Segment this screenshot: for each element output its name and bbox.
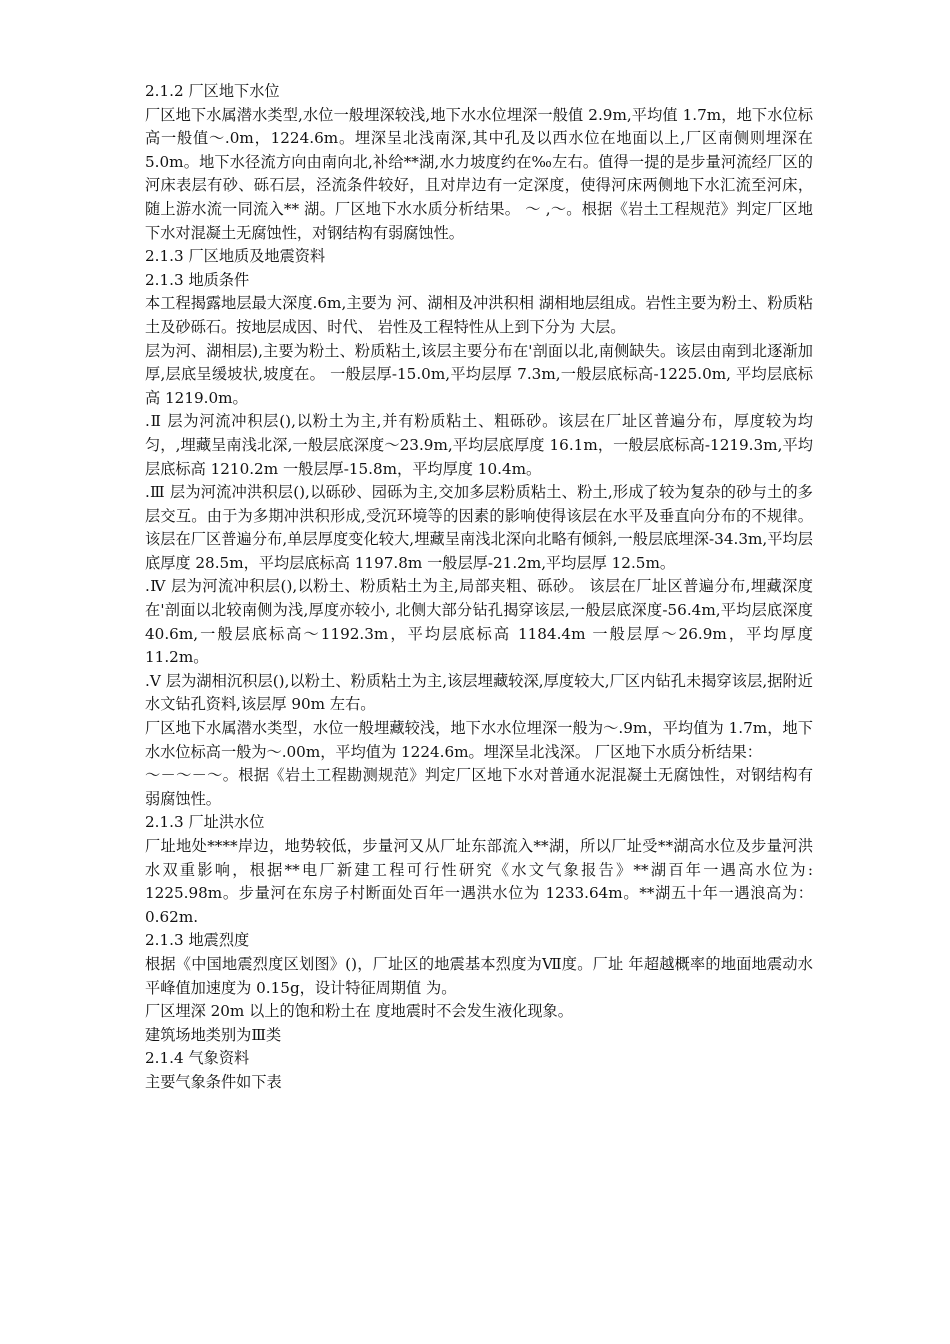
- paragraph-corrosion: ～－～－～。根据《岩土工程勘测规范》判定厂区地下水对普通水泥混凝土无腐蚀性，对钢结构有弱腐蚀性。: [145, 766, 813, 808]
- paragraph-meteorology-intro: 主要气象条件如下表: [145, 1072, 282, 1091]
- section-heading-groundwater: 2.1.2 厂区地下水位: [145, 82, 280, 100]
- paragraph-layer-3: .Ⅲ 层为河流冲洪积层(),以砾砂、园砾为主,交加多层粉质粘土、粉土,形成了较为复杂的砂与土的多层交互。由于为多期冲洪积形成,受沉环境等的因素的影响使得该层在水平及垂直向分布的不规律。该层在厂区普遍分布,单层厚度变化较大,埋藏呈南浅北深向北略有倾斜,一般层底埋深-34.3m,平均层底厚度 28.5m，平均层底标高 1197.8m 一般层厚-21.2m,平均层厚 12.5m。: [145, 483, 813, 572]
- paragraph-flood-level: 厂址地处****岸边，地势较低，步量河又从厂址东部流入**湖，所以厂址受**湖高水位及步量河洪水双重影响，根据**电厂新建工程可行性研究《水文气象报告》**湖百年一遇高水位为: 1225.98m。步量河在东房子村断面处百年一遇洪水位为 1233.64m。**湖五十年一遇浪高为：0.62m.: [145, 837, 813, 926]
- paragraph-layer-4: .Ⅳ 层为河流冲积层(),以粉土、粉质粘土为主,局部夹粗、砾砂。 该层在厂址区普遍分布,埋藏深度在'剖面以北较南侧为浅,厚度亦较小, 北侧大部分钻孔揭穿该层,一般层底深度-56.4m,平均层底深度 40.6m,一般层底标高～1192.3m，平均层底标高 1184.4m 一般层厚～26.9m，平均厚度 11.2m。: [145, 577, 813, 667]
- paragraph-strata-overview: 本工程揭露地层最大深度.6m,主要为 河、湖相及冲洪积相 湖相地层组成。岩性主要为粉土、粉质粘土及砂砾石。按地层成因、时代、 岩性及工程特性从上到下分为 大层。: [145, 294, 813, 336]
- paragraph-liquefaction: 厂区埋深 20m 以上的饱和粉土在 度地震时不会发生液化现象。: [145, 1002, 573, 1021]
- section-heading-seismic-intensity: 2.1.3 地震烈度: [145, 931, 250, 950]
- paragraph-groundwater-type: 厂区地下水属潜水类型，水位一般埋藏较浅，地下水水位埋深一般为～.9m，平均值为 1.7m，地下水水位标高一般为～.00m，平均值为 1224.6m。埋深呈北浅深。 厂区地下水质分析结果：: [145, 719, 813, 761]
- document-page: [145, 80, 813, 1095]
- paragraph-layer-5: .Ⅴ 层为湖相沉积层(),以粉土、粉质粘土为主,该层埋藏较深,厚度较大,厂区内钻孔未揭穿该层,据附近水文钻孔资料,该层厚 90m 左右。: [145, 671, 813, 714]
- paragraph-layer-1: 层为河、湖相层),主要为粉土、粉质粘土,该层主要分布在'剖面以北,南侧缺失。该层由南到北逐渐加厚,层底呈缓坡状,坡度在。 一般层厚-15.0m,平均层厚 7.3m,一般层底标高-1225.0m, 平均层底标高 1219.0m。: [145, 341, 813, 407]
- section-heading-geology: 2.1.3 地质条件: [145, 270, 250, 289]
- section-heading-geology-seismic: 2.1.3 厂区地质及地震资料: [145, 247, 326, 266]
- paragraph-seismic-intensity: 根据《中国地震烈度区划图》()，厂址区的地震基本烈度为Ⅶ度。厂址 年超越概率的地面地震动水平峰值加速度为 0.15g，设计特征周期值 为。: [145, 954, 813, 997]
- section-heading-flood-level: 2.1.3 厂址洪水位: [145, 813, 265, 832]
- section-heading-meteorology: 2.1.4 气象资料: [145, 1049, 250, 1068]
- paragraph-site-class: 建筑场地类别为Ⅲ类: [145, 1025, 282, 1044]
- paragraph-groundwater: 厂区地下水属潜水类型,水位一般埋深较浅,地下水水位埋深一般值 2.9m,平均值 1.7m，地下水位标高一般值～.0m，1224.6m。埋深呈北浅南深,其中孔及以西水位在地面以上,厂区南侧则埋深在 5.0m。地下水径流方向由南向北,补给**湖,水力坡度约在‰左右。值得一提的是步量河流经厂区的河床表层有砂、砾石层，泾流条件较好，且对岸边有一定深度，使得河床两侧地下水汇流至河床，随上游水流一同流入** 湖。厂区地下水水质分析结果。 ～ ,～。根据《岩土工程规范》判定厂区地下水对混凝土无腐蚀性，对钢结构有弱腐蚀性。: [145, 105, 813, 242]
- paragraph-layer-2: .Ⅱ 层为河流冲积层(),以粉土为主,并有粉质粘土、粗砾砂。该层在厂址区普遍分布，厚度较为均匀，,埋藏呈南浅北深,一般层底深度～23.9m,平均层底厚度 16.1m，一般层底标高-1219.3m,平均层底标高 1210.2m 一般层厚-15.8m，平均厚度 10.4m。: [145, 412, 813, 478]
